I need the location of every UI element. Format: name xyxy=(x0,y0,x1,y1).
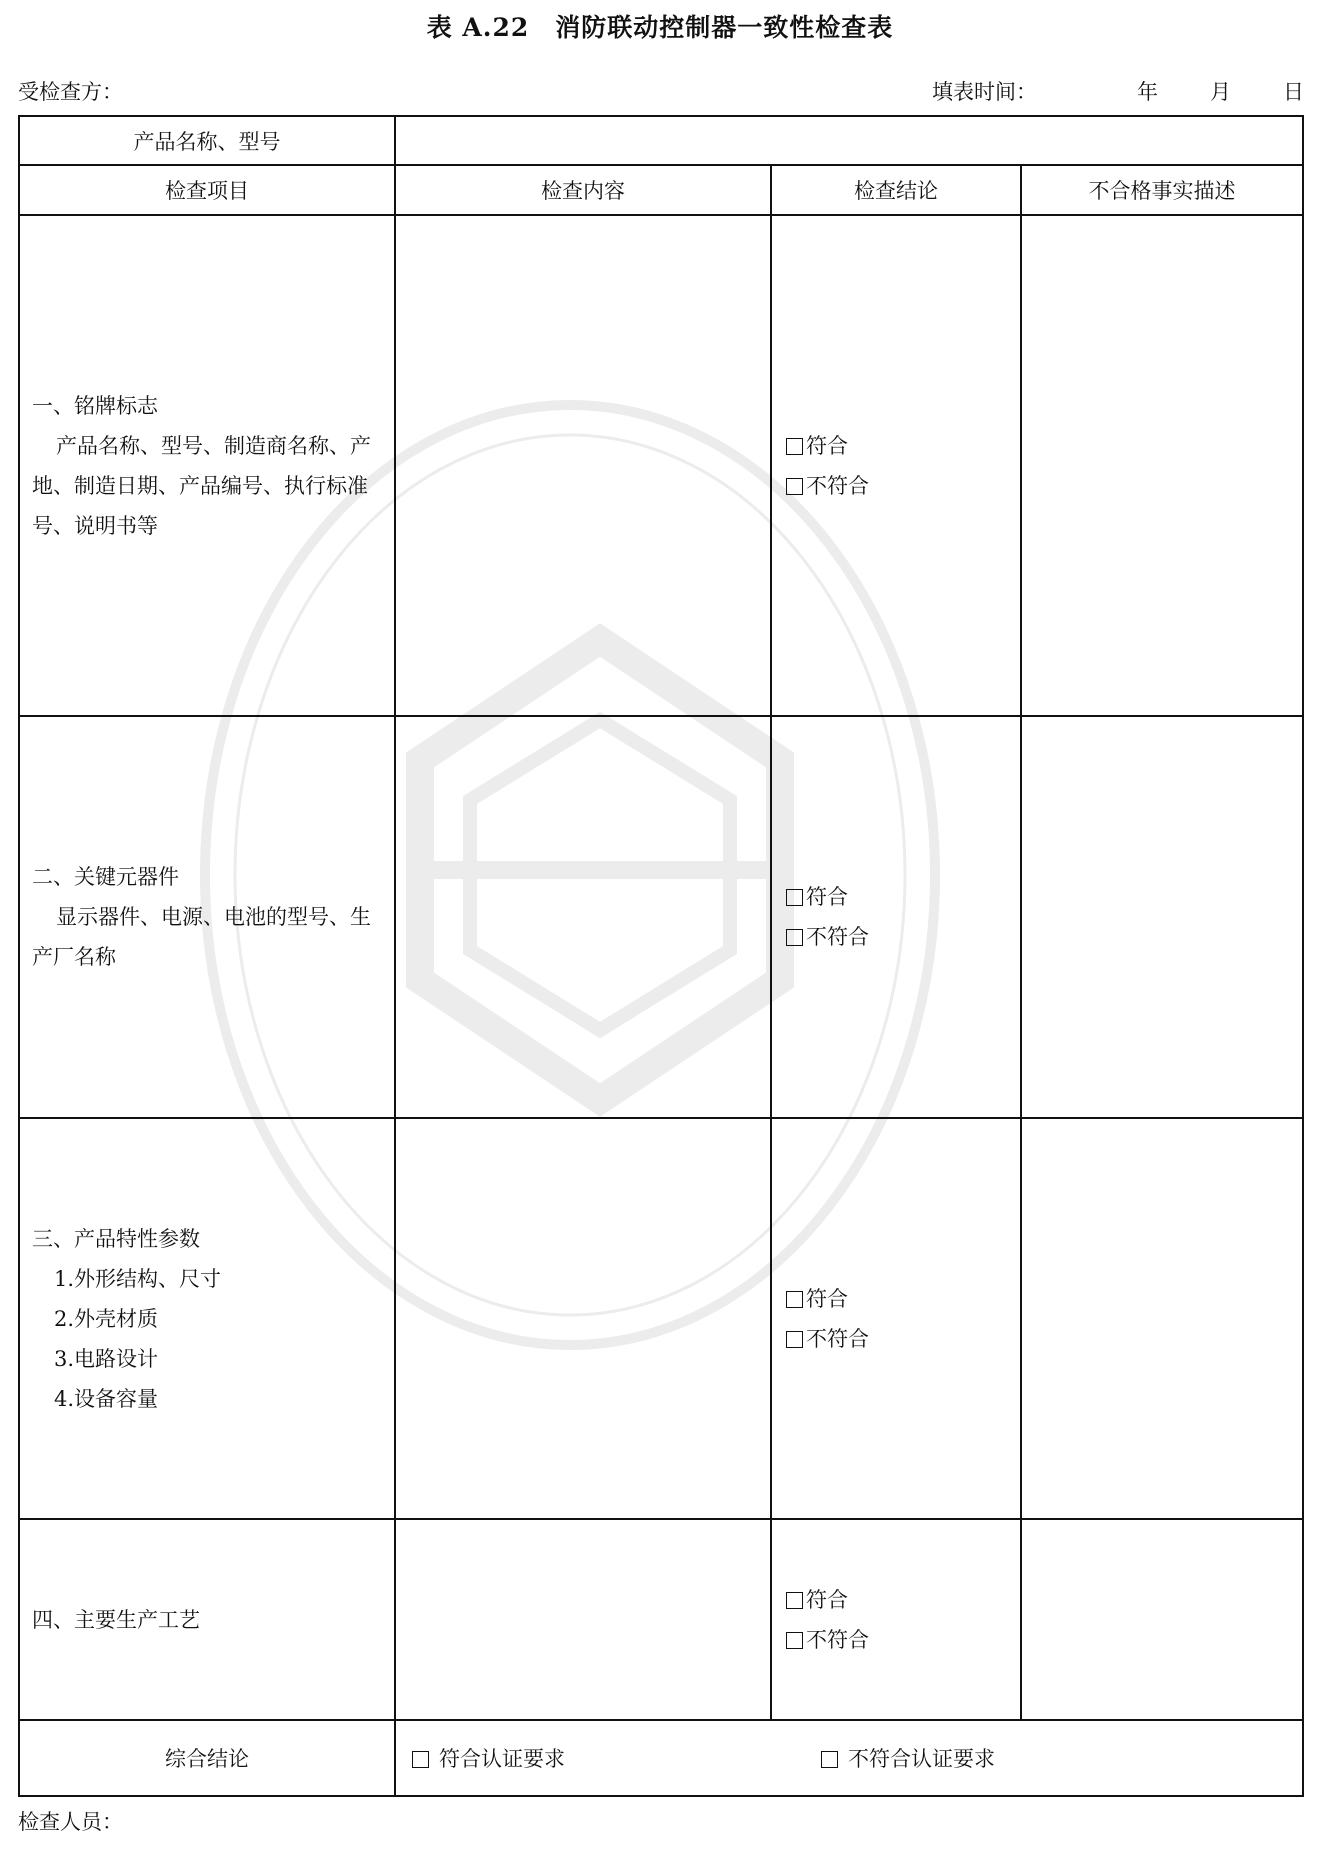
option-nonconform[interactable] xyxy=(786,1620,1020,1660)
header-conclusion: 检查结论 xyxy=(771,165,1021,215)
nonconformity-cell[interactable] xyxy=(1021,215,1303,716)
checkbox-icon[interactable] xyxy=(786,889,803,906)
item-cell-nameplate xyxy=(19,215,395,716)
summary-option-label: 不符合认证要求 xyxy=(848,1747,995,1771)
header-content: 检查内容 xyxy=(395,165,771,215)
conclusion-cell xyxy=(771,215,1021,716)
option-nonconform[interactable] xyxy=(786,1319,1020,1359)
option-label: 不符合 xyxy=(806,1326,869,1351)
subitem: 4.设备容量 xyxy=(54,1386,159,1411)
year-label: 年 xyxy=(1137,80,1158,104)
subitem: 1.外形结构、尺寸 xyxy=(54,1266,222,1291)
fill-time-row xyxy=(932,76,1304,106)
item-heading: 二、关键元器件 xyxy=(32,865,179,889)
option-label: 不符合 xyxy=(806,473,869,498)
table-row xyxy=(19,1519,1303,1720)
summary-option-label: 符合认证要求 xyxy=(439,1747,565,1771)
item-heading: 一、铭牌标志 xyxy=(32,393,158,418)
conclusion-cell xyxy=(771,716,1021,1118)
summary-options-cell xyxy=(395,1720,1303,1796)
nonconformity-cell[interactable] xyxy=(1021,716,1303,1118)
product-name-row xyxy=(19,116,1303,165)
option-label: 不符合 xyxy=(806,925,869,949)
summary-option-conform[interactable] xyxy=(412,1743,565,1773)
checkbox-icon[interactable] xyxy=(786,1331,803,1348)
checkbox-icon[interactable] xyxy=(786,929,803,946)
item-cell-process xyxy=(19,1519,395,1720)
item-cell-parameters xyxy=(19,1118,395,1519)
fill-time-label: 填表时间： xyxy=(932,80,1037,104)
inspection-table xyxy=(18,115,1304,1797)
option-conform[interactable] xyxy=(786,1279,1020,1319)
checkbox-icon[interactable] xyxy=(821,1751,838,1768)
checkbox-icon[interactable] xyxy=(786,478,803,495)
table-row xyxy=(19,1118,1303,1519)
option-label: 符合 xyxy=(806,433,848,458)
subitem: 3.电路设计 xyxy=(54,1346,159,1371)
product-name-field[interactable] xyxy=(395,116,1303,165)
month-label: 月 xyxy=(1210,80,1231,104)
page-title: 表 A.22 消防联动控制器一致性检查表 xyxy=(426,13,894,42)
checkbox-icon[interactable] xyxy=(786,438,803,455)
nonconformity-cell[interactable] xyxy=(1021,1118,1303,1519)
header-nonconformity: 不合格事实描述 xyxy=(1021,165,1303,215)
option-label: 符合 xyxy=(806,885,848,909)
header-row xyxy=(19,165,1303,215)
option-nonconform[interactable] xyxy=(786,466,1020,506)
nonconformity-cell[interactable] xyxy=(1021,1519,1303,1720)
checkbox-icon[interactable] xyxy=(786,1592,803,1609)
conclusion-cell xyxy=(771,1118,1021,1519)
inspector-label: 检查人员： xyxy=(18,1810,123,1834)
header-item: 检查项目 xyxy=(19,165,395,215)
item-cell-components xyxy=(19,716,395,1118)
content-cell[interactable] xyxy=(395,1118,771,1519)
item-heading: 四、主要生产工艺 xyxy=(32,1607,200,1632)
conclusion-cell xyxy=(771,1519,1021,1720)
table-row xyxy=(19,716,1303,1118)
summary-option-nonconform[interactable] xyxy=(821,1743,995,1773)
content-cell[interactable] xyxy=(395,716,771,1118)
option-label: 符合 xyxy=(806,1587,848,1612)
summary-options xyxy=(396,1721,1302,1795)
option-label: 符合 xyxy=(806,1286,848,1311)
checkbox-icon[interactable] xyxy=(412,1751,429,1768)
content-cell[interactable] xyxy=(395,1519,771,1720)
option-conform[interactable] xyxy=(786,1580,1020,1620)
table-row xyxy=(19,215,1303,716)
inspected-party-label: 受检查方： xyxy=(18,80,123,104)
option-nonconform[interactable] xyxy=(786,917,1020,957)
item-detail: 产品名称、型号、制造商名称、产地、制造日期、产品编号、执行标准号、说明书等 xyxy=(32,433,371,538)
checkbox-icon[interactable] xyxy=(786,1291,803,1308)
checkbox-icon[interactable] xyxy=(786,1632,803,1649)
option-label: 不符合 xyxy=(806,1627,869,1652)
day-label: 日 xyxy=(1283,80,1304,104)
product-name-label: 产品名称、型号 xyxy=(19,116,395,165)
summary-label: 综合结论 xyxy=(19,1720,395,1796)
summary-row xyxy=(19,1720,1303,1796)
option-conform[interactable] xyxy=(786,426,1020,466)
item-heading: 三、产品特性参数 xyxy=(32,1226,200,1251)
item-detail: 显示器件、电源、电池的型号、生产厂名称 xyxy=(32,905,371,969)
content-cell[interactable] xyxy=(395,215,771,716)
subitem: 2.外壳材质 xyxy=(54,1306,159,1331)
option-conform[interactable] xyxy=(786,877,1020,917)
